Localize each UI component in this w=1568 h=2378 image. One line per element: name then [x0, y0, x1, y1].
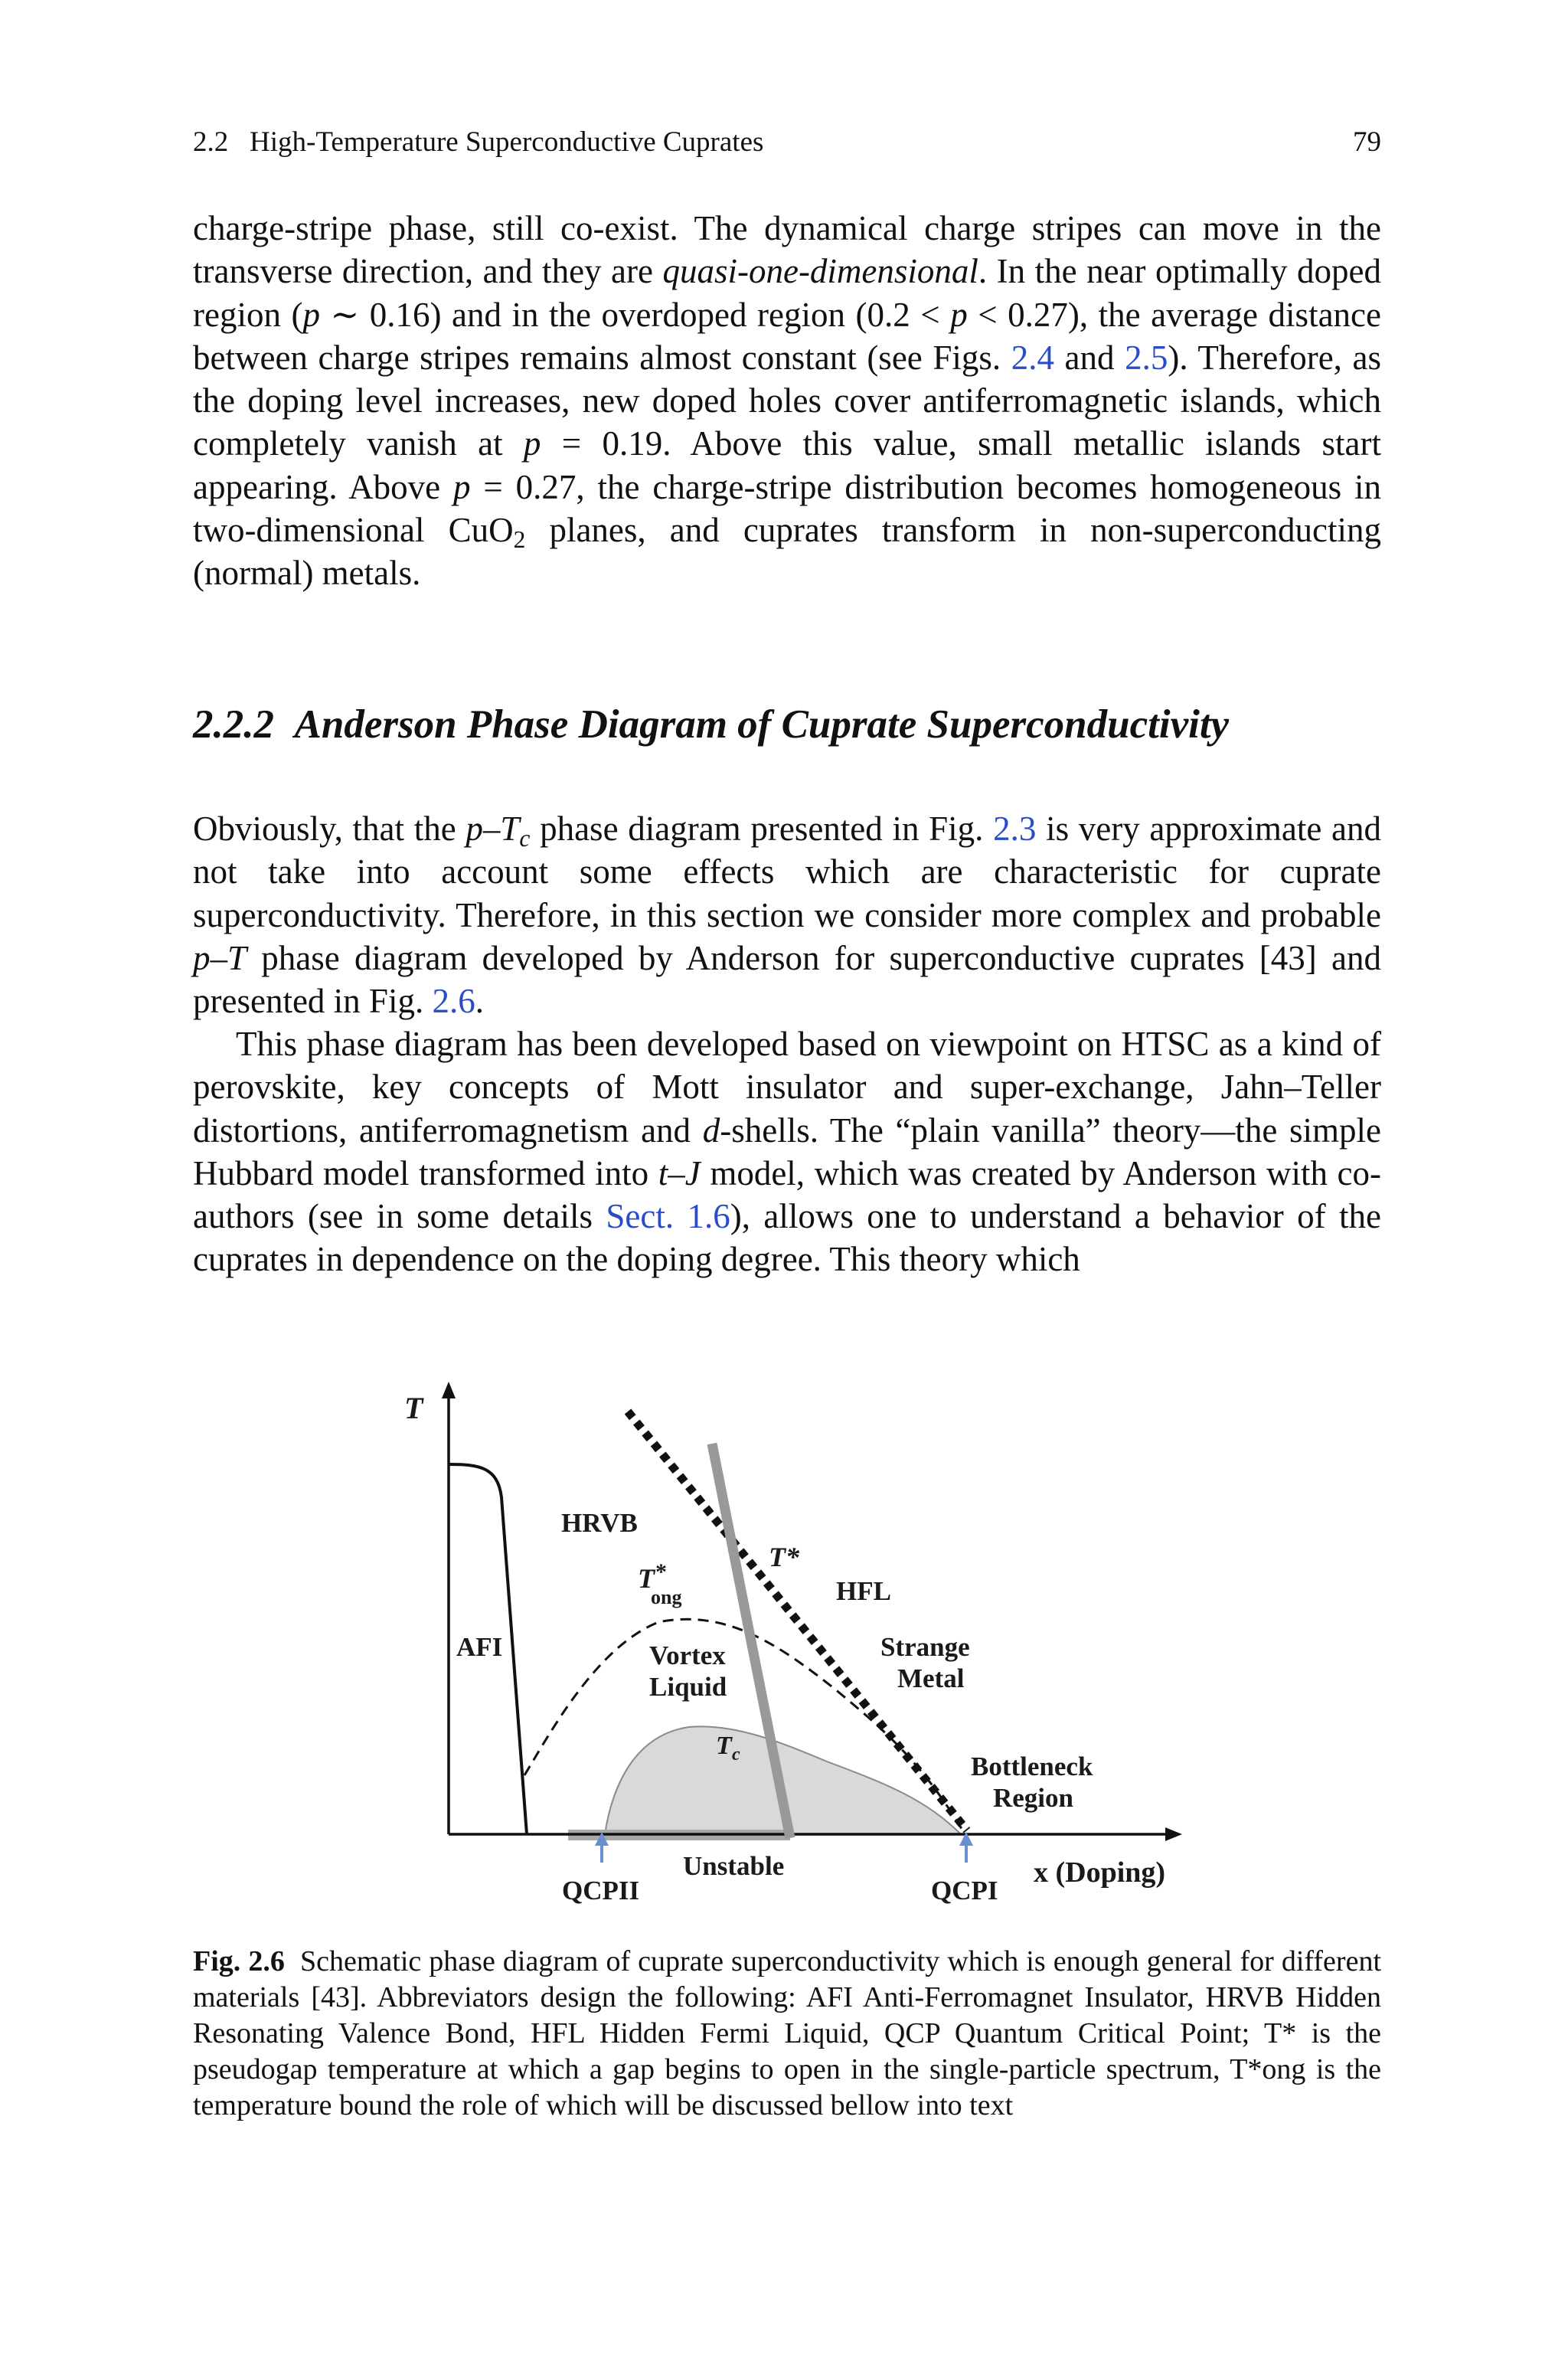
svg-text:c: c	[732, 1745, 740, 1765]
hrvb-label: HRVB	[561, 1508, 638, 1538]
unstable-label: Unstable	[683, 1851, 785, 1881]
hfl-label: HFL	[836, 1576, 891, 1606]
vortex-label-2: Liquid	[649, 1672, 727, 1702]
svg-text:*: *	[655, 1559, 667, 1585]
paragraph-phase-diagram: This phase diagram has been developed based on viewpoint on HTSC as a kind of perovskite, key concepts of Mott insulator and super-exchange, Jahn–Teller distortions, antiferromagnetism and d-shells. The “plain vanilla” theory—the simple Hubbard model transformed into t–J model, which was created by Anderson with co-authors (see in some details Sect. 1.6), allows one to understand a behavior of the cuprates in dependence on the doping degree. This theory which	[193, 1025, 1382, 1279]
fig-2-4-link[interactable]: 2.4	[1011, 338, 1054, 377]
running-head-title: 2.2 High-Temperature Superconductive Cuprates	[193, 126, 764, 158]
paragraph-charge-stripes: charge-stripe phase, still co-exist. The dynamical charge stripes can move in the transverse direction, and they are quasi-one-dimensional. In the near optimally doped region (p ∼ 0.16) and in the overdoped region (0.2 < p < 0.27), the average distance between charge stripes remains almost constant (see Figs. 2.4 and 2.5). Therefore, as the doping level increases, new doped holes cover antiferromagnetic islands, which completely vanish at p = 0.19. Above this value, small metallic islands start appearing. Above p = 0.27, the charge-stripe distribution becomes homogeneous in two-dimensional CuO$_2$ planes, and cuprates transform in non-superconducting (normal) metals.	[193, 209, 1381, 593]
qcp2-label: QCPII	[562, 1876, 640, 1905]
fig-2-6-link[interactable]: 2.6	[432, 982, 475, 1021]
strange-label-1: Strange	[880, 1632, 970, 1662]
x-axis-arrow	[1165, 1827, 1182, 1841]
fig-2-3-link[interactable]: 2.3	[993, 810, 1037, 848]
bottleneck-label-2: Region	[993, 1783, 1073, 1813]
x-axis-label: x (Doping)	[1034, 1856, 1166, 1889]
y-axis-label: T	[404, 1391, 423, 1425]
paragraph-obviously: Obviously, that the $p-T_c$ phase diagram presented in Fig. 2.3 is very approximate and not take into account some effects which are characteristic for cuprate superconductivity. Therefore, in this section we consider more complex and probable p–T phase diagram developed by Anderson for superconductive cuprates [43] and presented in Fig. 2.6.	[193, 810, 1382, 1021]
qcp1-arrow	[959, 1832, 973, 1863]
svg-text:T: T	[638, 1563, 655, 1594]
tong-label	[638, 1559, 681, 1608]
sect-1-6-link[interactable]: Sect. 1.6	[606, 1197, 730, 1236]
qcp1-label: QCPI	[931, 1876, 998, 1905]
y-axis-arrow	[442, 1382, 456, 1398]
section-title: 2.2.2 Anderson Phase Diagram of Cuprate Superconductivity	[193, 702, 1230, 747]
strange-label-2: Metal	[897, 1663, 965, 1693]
tstar-label: T*	[769, 1542, 799, 1572]
figure-caption: Fig. 2.6 Schematic phase diagram of cuprate superconductivity which is enough general for different materials [43]. Abbreviators design the following: AFI Anti-Ferromagnet Insulator, HRVB Hidden Resonating Valence Bond, HFL Hidden Fermi Liquid, QCP Quantum Critical Point; T* is the pseudogap temperature at which a gap begins to open in the single-particle spectrum, T*ong is the temperature bound the role of which will be discussed bellow into text	[193, 1945, 1381, 2121]
afi-label: AFI	[456, 1632, 503, 1662]
vortex-label-1: Vortex	[649, 1640, 726, 1670]
page-number: 79	[1353, 126, 1381, 158]
svg-text:T: T	[716, 1732, 732, 1760]
fig-2-5-link[interactable]: 2.5	[1125, 338, 1168, 377]
svg-text:ong: ong	[651, 1586, 682, 1608]
bottleneck-label-1: Bottleneck	[971, 1752, 1093, 1781]
